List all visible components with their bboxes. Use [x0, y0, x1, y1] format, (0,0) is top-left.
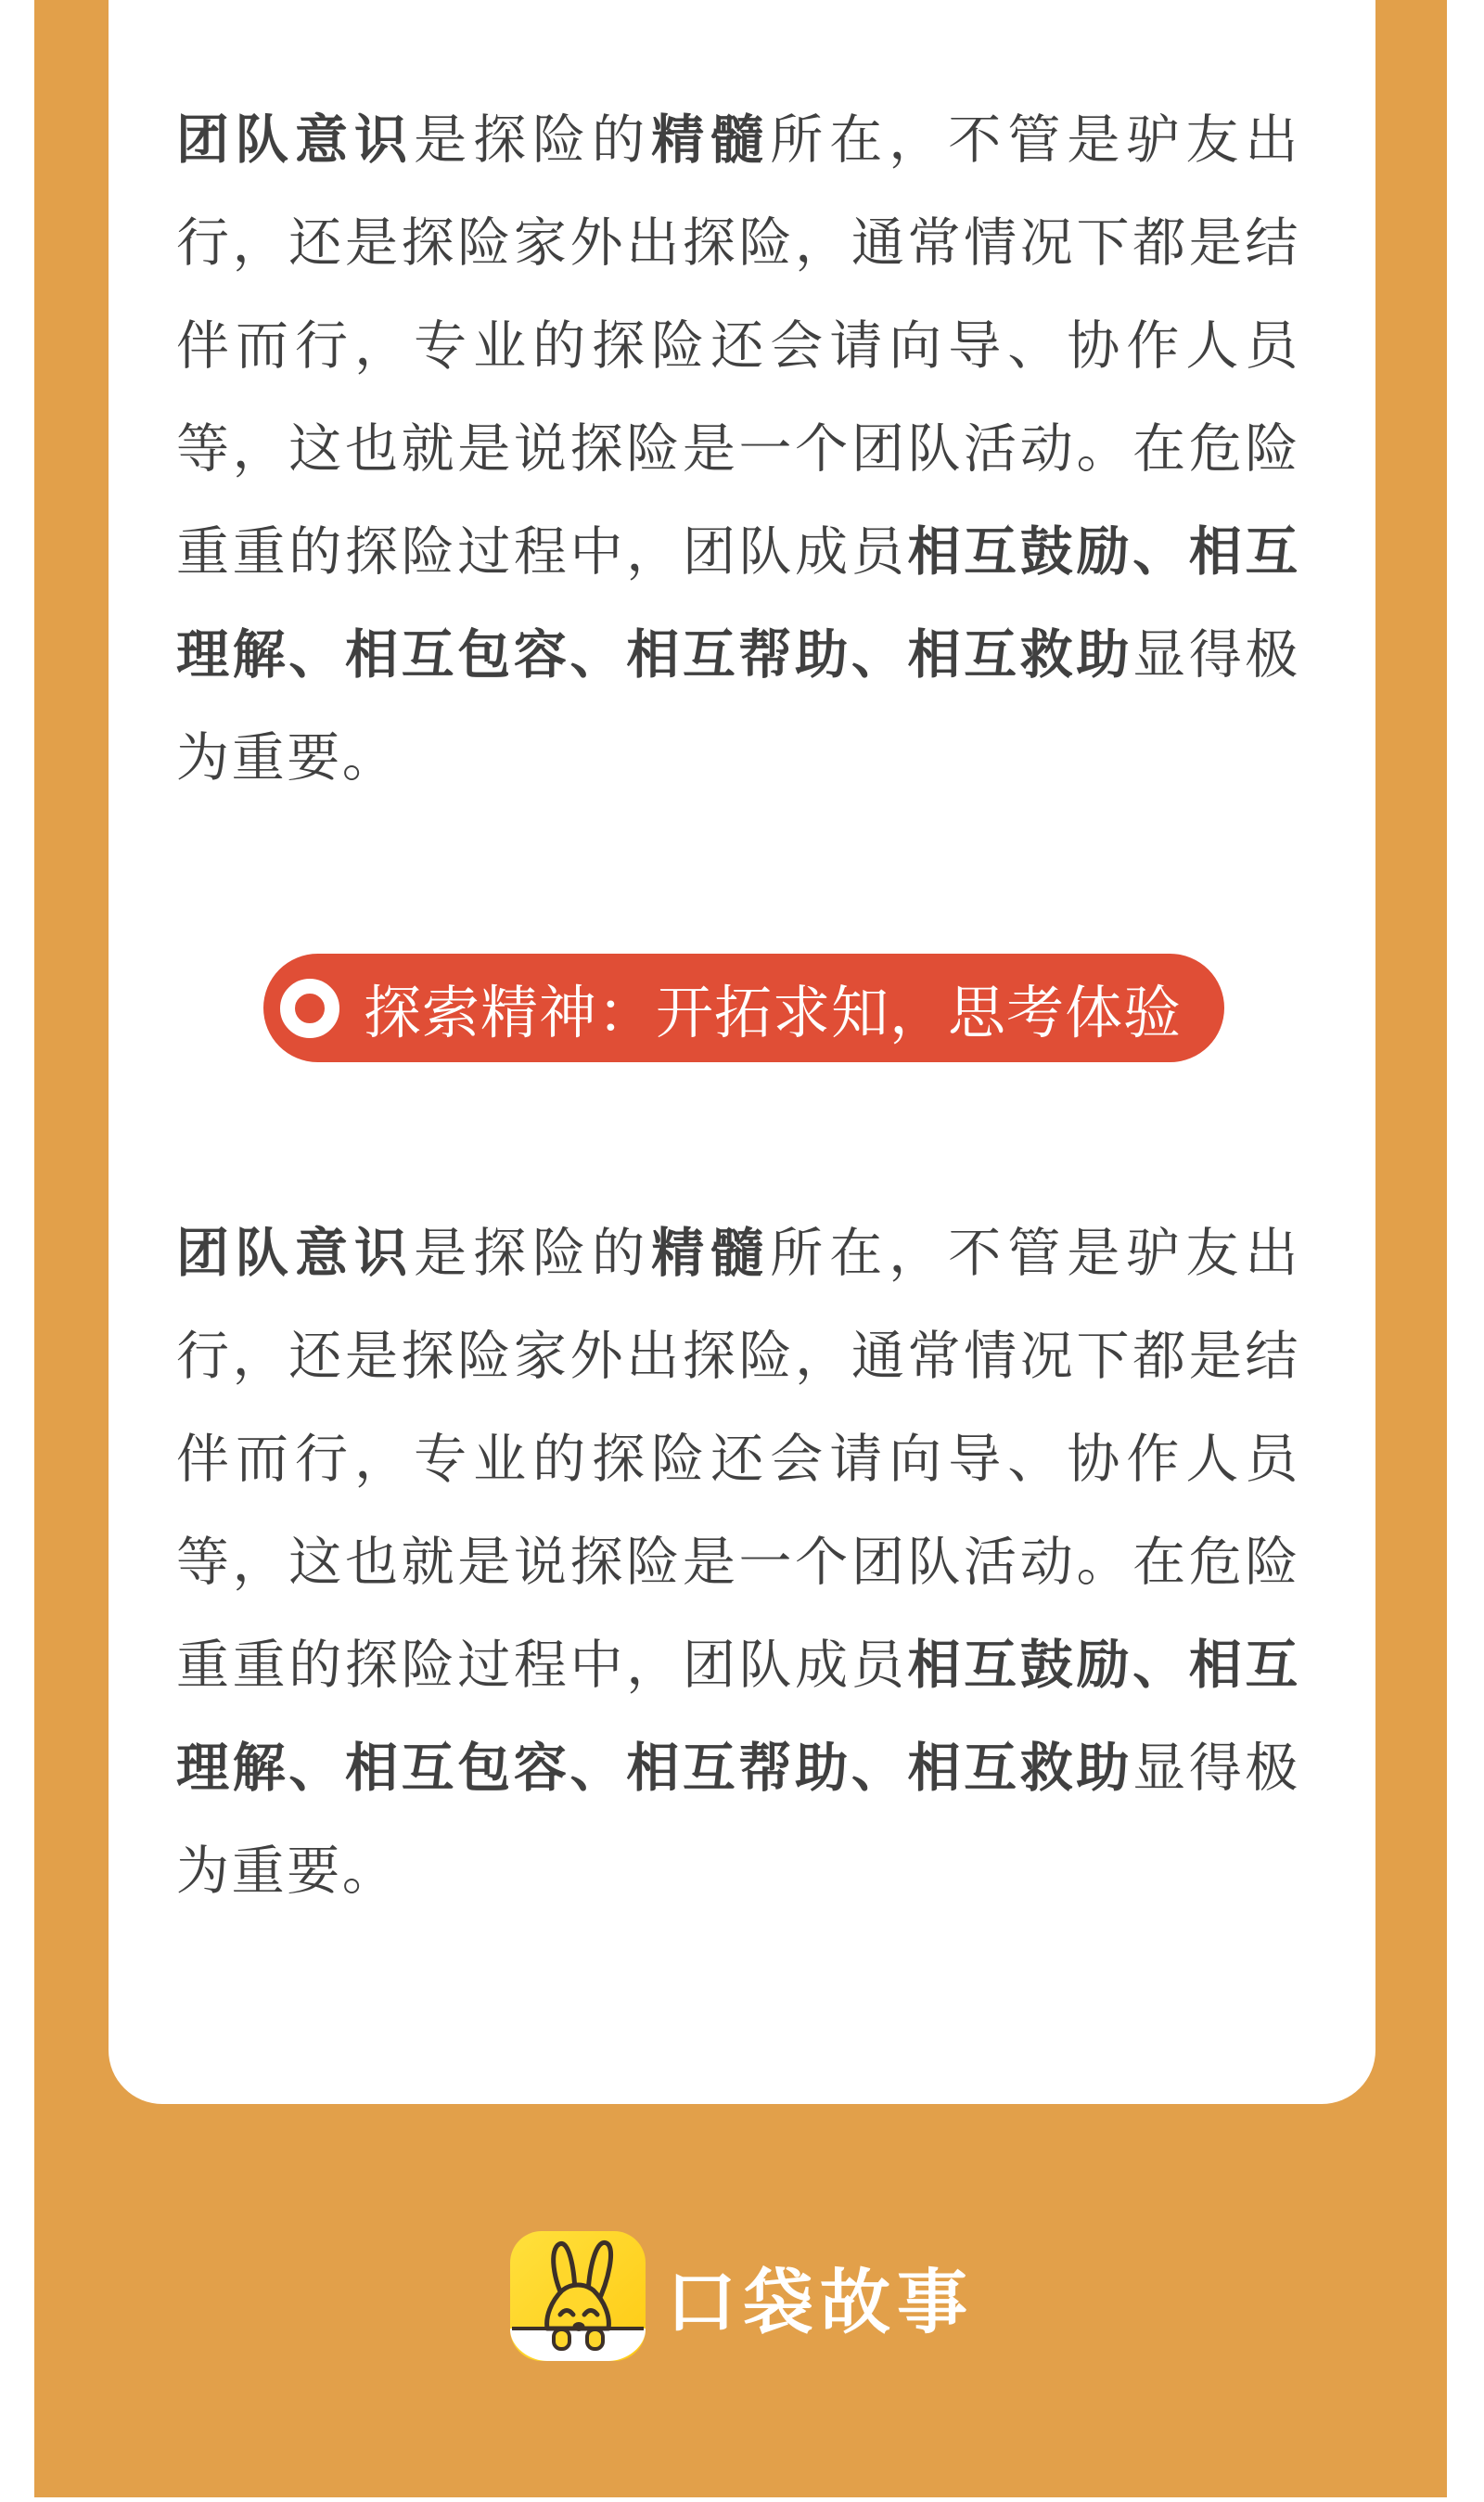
- section-heading-banner: [263, 954, 1224, 1062]
- paragraph-team-awareness-2: 团队意识是探险的精髓所在，不管是驴友出行，还是探险家外出探险，通常情况下都是结伴而行，专业的探险还会请向导、协作人员等，这也就是说探险是一个团队活动。在危险重重的探险过程中，团队成员相互鼓励、相互理解、相互包容、相互帮助、相互救助显得极为重要。: [176, 1224, 1301, 1901]
- bullseye-ring-icon: [280, 979, 339, 1038]
- section-heading-label: 探索精神：开拓求知，思考体验: [364, 982, 1183, 1046]
- pocket-stories-kangaroo-icon: [510, 2231, 646, 2361]
- paragraph-team-awareness-1: 团队意识是探险的精髓所在，不管是驴友出行，还是探险家外出探险，通常情况下都是结伴而行，专业的探险还会请向导、协作人员等，这也就是说探险是一个团队活动。在危险重重的探险过程中，团队成员相互鼓励、相互理解、相互包容、相互帮助、相互救助显得极为重要。: [176, 110, 1301, 788]
- app-name-label: 口袋故事: [666, 2263, 974, 2342]
- app-logo: [0, 2231, 1484, 2361]
- orange-background-panel: [34, 0, 1447, 2497]
- content-card: [109, 0, 1375, 2104]
